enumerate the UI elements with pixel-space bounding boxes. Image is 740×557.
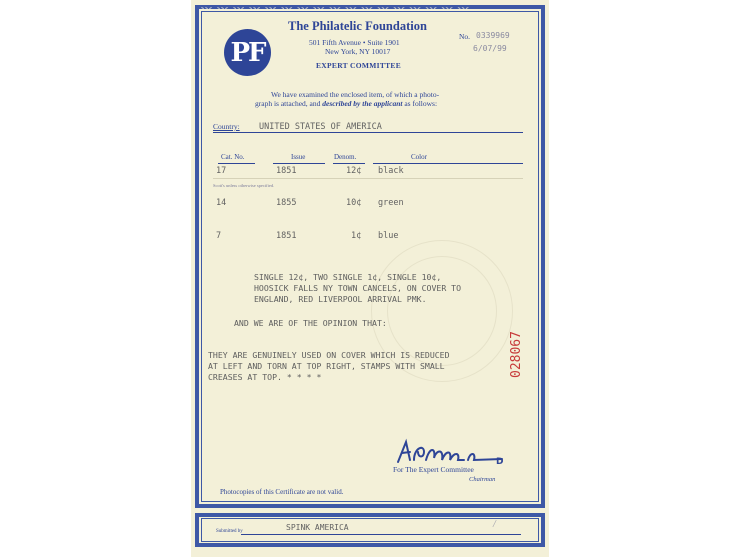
intro-line-2-end: as follows:	[402, 99, 438, 108]
col-header-color: Color	[411, 153, 427, 161]
address-line-1: 501 Fifth Avenue • Suite 1901	[309, 38, 400, 47]
row3-denom: 1¢	[351, 231, 362, 241]
row1-issue: 1851	[276, 166, 297, 176]
address-line-2: New York, NY 10017	[325, 47, 391, 56]
col-header-denom: Denom.	[334, 153, 357, 161]
country-value: UNITED STATES OF AMERICA	[259, 122, 382, 132]
row2-issue: 1855	[276, 198, 297, 208]
border-pattern-top: >>< >>< >>< >>< >>< >>< >>< >>< >>< >>< >>< >>< >>< >>< >>< >>< >><	[201, 6, 470, 12]
col-header-cat-no: Cat. No.	[221, 153, 245, 161]
organization-name: The Philatelic Foundation	[288, 19, 427, 33]
col-underline-issue	[273, 163, 325, 164]
row1-cat: 17	[216, 166, 227, 176]
pf-logo: PF	[224, 29, 271, 76]
row2-cat: 14	[216, 198, 227, 208]
opinion-text: THEY ARE GENUINELY USED ON COVER WHICH IS REDUCED AT LEFT AND TORN AT TOP RIGHT, STAMPS WITH SMALL CREASES AT TOP. * * * *	[208, 350, 450, 382]
row2-denom: 10¢	[346, 198, 362, 208]
row1-line	[213, 178, 523, 179]
row3-issue: 1851	[276, 231, 297, 241]
scott-note: Scott's unless otherwise specified.	[213, 183, 275, 188]
committee-title: EXPERT COMMITTEE	[316, 61, 402, 70]
submitted-value: SPINK AMERICA	[286, 523, 349, 532]
submitted-inner-border	[201, 518, 539, 542]
opinion-label: AND WE ARE OF THE OPINION THAT:	[234, 318, 387, 328]
row2-color: green	[378, 198, 404, 208]
certificate-number-label: No.	[459, 32, 471, 41]
certificate	[191, 0, 549, 557]
handwritten-mark: /	[493, 519, 496, 530]
serial-number: 028067	[509, 331, 524, 378]
chairman-title: Chairman	[469, 476, 496, 483]
row1-denom: 12¢	[346, 166, 362, 176]
row3-cat: 7	[216, 231, 222, 241]
row1-color: black	[378, 166, 404, 176]
item-description: SINGLE 12¢, TWO SINGLE 1¢, SINGLE 10¢, HOOSICK FALLS NY TOWN CANCELS, ON COVER TO ENGLAND, RED LIVERPOOL ARRIVAL PMK.	[254, 272, 462, 304]
col-underline-denom	[333, 163, 365, 164]
col-underline-color	[373, 163, 523, 164]
col-underline-cat	[218, 163, 255, 164]
certificate-date: 6/07/99	[473, 44, 507, 53]
photocopy-note: Photocopies of this Certificate are not valid.	[220, 488, 344, 496]
country-underline	[213, 132, 523, 133]
submitted-label: Submitted by	[216, 529, 243, 534]
row3-color: blue	[378, 231, 399, 241]
intro-line-2-emphasis: described by the applicant	[322, 99, 403, 108]
chairman-signature	[396, 438, 506, 464]
intro-line-2	[255, 99, 437, 108]
intro-line-1: We have examined the enclosed item, of which a photo-	[271, 90, 440, 99]
certificate-number: 0339969	[476, 31, 510, 40]
intro-line-2-start: graph is attached, and	[255, 99, 323, 108]
svg-text:D: D	[496, 457, 504, 464]
col-header-issue: Issue	[291, 153, 306, 161]
submitted-underline	[241, 534, 521, 535]
country-label: Country:	[213, 122, 240, 131]
for-committee: For The Expert Committee	[393, 465, 474, 474]
